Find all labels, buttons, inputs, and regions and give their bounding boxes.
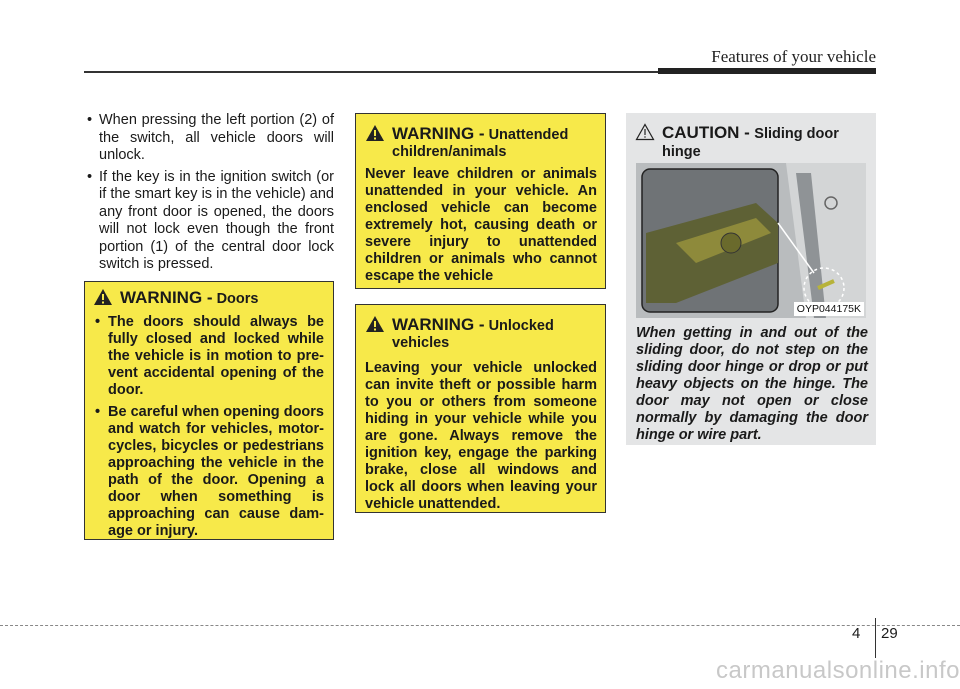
- warning-list: [93, 314, 324, 540]
- caution-body: When getting in and out of the sliding door, do not step on the sliding door hinge or drop or put heavy objects on the hinge. The door may not open or close normally by damaging the door hinge or wire part.: [636, 325, 868, 443]
- page-header-title: Features of your vehicle: [711, 47, 876, 66]
- watermark: carmanualsonline.info: [716, 657, 960, 684]
- warning-triangle-icon: [93, 288, 113, 306]
- warning-heading: [93, 288, 324, 308]
- chapter-number: 4: [852, 625, 861, 642]
- warning-heading: [365, 124, 597, 161]
- caution-triangle-icon: [635, 123, 655, 141]
- caution-box-sliding-door-hinge: [626, 113, 876, 445]
- warning-label: WARNING -: [120, 288, 213, 307]
- warning-body: Leaving your vehicle unlocked can invite theft or possible harm to you or others from someone hiding in your vehicle while you are gone. Always remove the ignition key, engage the parking brake, close all windows and lock all doors when leaving your vehicle unattended.: [365, 360, 597, 512]
- warning-list-item: • Be careful when opening doors and watch for vehicles, motor-cycles, bicycles or pedestrians approaching the vehicle in the path of the door. Opening a door when something is approaching can cause dam-age or injury.: [93, 404, 324, 540]
- header-rule: [84, 71, 658, 73]
- warning-box-doors: [84, 281, 334, 540]
- warning-box-unattended: [355, 113, 606, 289]
- warning-body: Never leave children or animals unattended in your vehicle. An enclosed vehicle can become extremely hot, causing death or severe injury to unattended children or animals who cannot escape the vehicle: [365, 166, 597, 284]
- warning-triangle-icon: [365, 315, 385, 333]
- intro-bullets: [84, 112, 334, 278]
- warning-heading: [365, 315, 597, 352]
- caution-label: CAUTION -: [662, 123, 750, 142]
- figure-code: OYP044175K: [794, 302, 864, 316]
- warning-list-item: • The doors should always be fully closed and locked while the vehicle is in motion to pre-vent accidental opening of the door.: [93, 314, 324, 399]
- hinge-drawing-icon: [636, 163, 866, 318]
- header-rule-bold: [658, 68, 876, 74]
- warning-label: WARNING -: [392, 124, 485, 143]
- warning-subject: Doors: [216, 291, 259, 307]
- sliding-door-hinge-illustration: [636, 163, 866, 318]
- warning-subject: Unlocked vehicles: [392, 318, 554, 351]
- page-number: 29: [881, 625, 898, 642]
- warning-triangle-icon: [365, 124, 385, 142]
- caution-heading: [635, 123, 852, 161]
- bullet-item: • When pressing the left portion (2) of the switch, all vehicle doors will unlock.: [84, 112, 334, 165]
- footer-rule: [0, 625, 960, 626]
- warning-label: WARNING -: [392, 315, 485, 334]
- warning-box-unlocked: [355, 304, 606, 513]
- page-number-divider: [875, 618, 876, 658]
- warning-subject: Unattended children/animals: [392, 127, 569, 160]
- bullet-item: • If the key is in the ignition switch (or if the smart key is in the vehicle) and any front door is opened, the doors will not lock even though the front portion (1) of the central door lock switch is pressed.: [84, 169, 334, 274]
- caution-subject: Sliding door hinge: [662, 126, 839, 160]
